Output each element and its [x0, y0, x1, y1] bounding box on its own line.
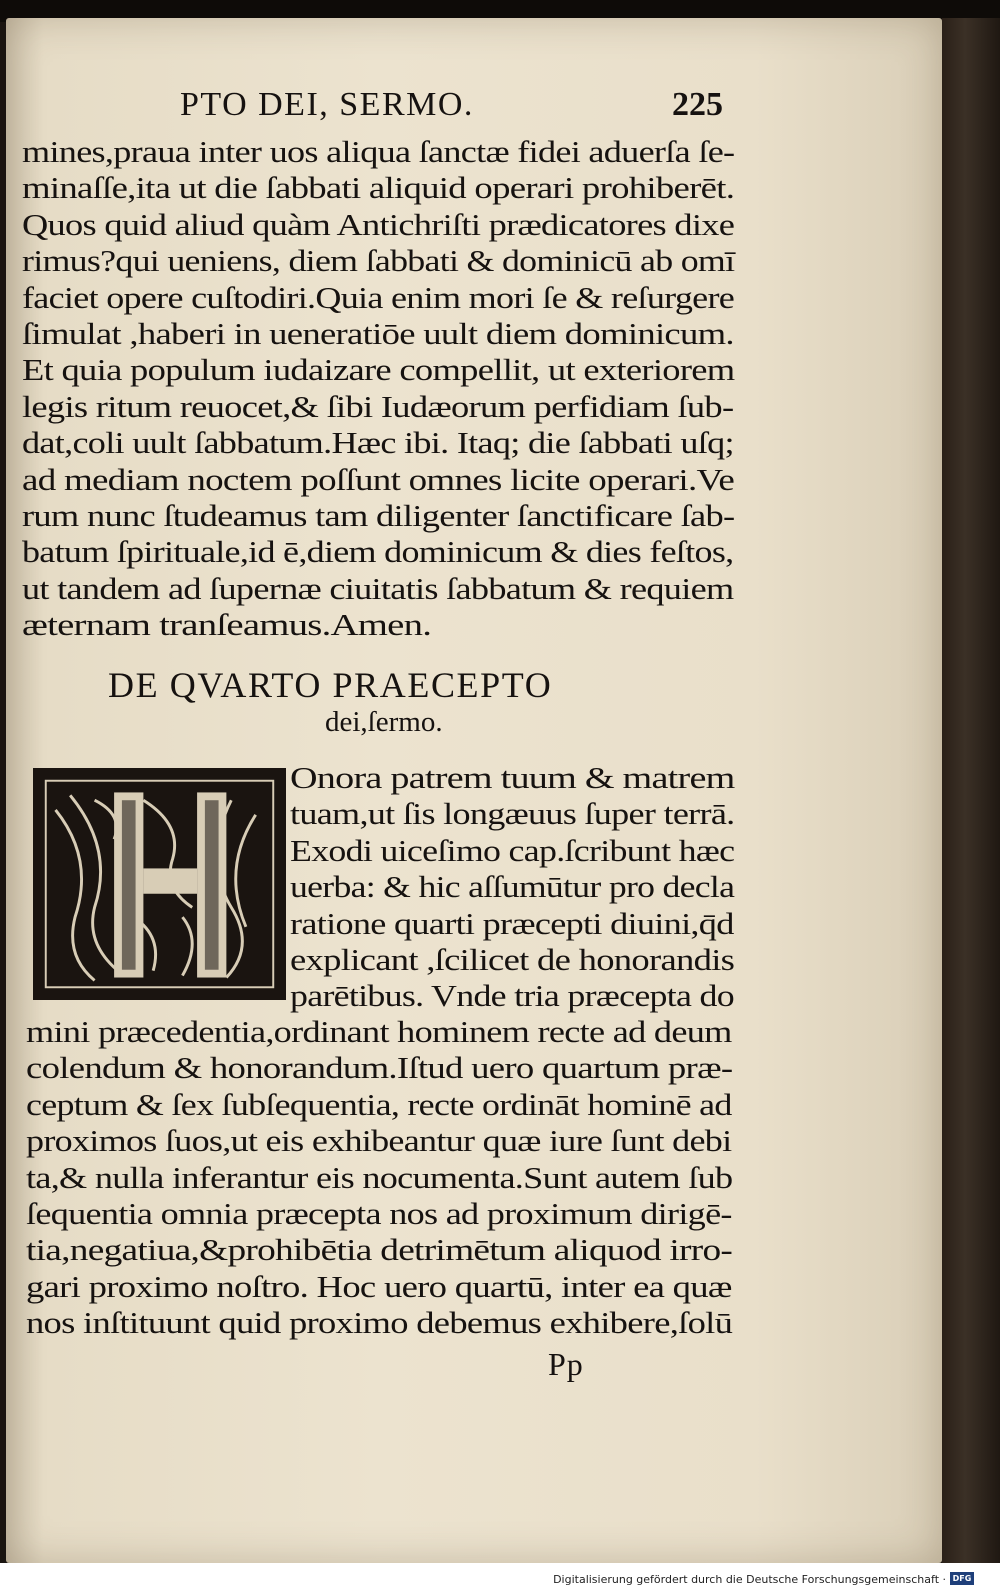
decorated-initial-h-icon [36, 771, 283, 997]
text-line: dat,coli uult ſabbatum.Hæc ibi. Itaq; die ſabbati uſq; [22, 425, 734, 461]
text-line: faciet opere cuſtodiri.Quia enim mori ſe & reſurgere [22, 279, 735, 315]
page-number: 225 [672, 86, 723, 123]
text-line: Exodi uiceſimo cap.ſcribunt hæc [290, 832, 735, 868]
text-line: tia,negatiua,&prohibētia detrimētum aliquod irro- [26, 1232, 733, 1268]
text-line: ceptum & ſex ſubſequentia, recte ordināt hominē ad [26, 1086, 732, 1122]
footer-credit: Digitalisierung gefördert durch die Deutsche Forschungsgemeinschaft · [553, 1573, 946, 1586]
text-line: legis ritum reuocet,& ſibi Iudæorum perfidiam ſub- [22, 388, 734, 424]
text-line: colendum & honorandum.Iſtud uero quartum præ- [26, 1050, 733, 1086]
text-line: ſequentia omnia præcepta nos ad proximum dirigē- [26, 1196, 732, 1231]
text-line: rum nunc ſtudeamus tam diligenter ſanctificare ſab- [22, 498, 735, 533]
text-line: ratione quarti præcepti diuini,q̄d [290, 905, 734, 941]
text-line: ſimulat ,haberi in ueneratiōe uult diem dominicum. [22, 316, 734, 351]
text-line: Et quia populum iudaizare compellit, ut exteriorem [22, 352, 735, 388]
section-title: DE QVARTO PRAECEPTO [108, 665, 553, 705]
text-line: nos inſtituunt quid proximo debemus exhibere,ſolū [26, 1305, 733, 1341]
text-line: tuam,ut ſis longæuus ſuper terrā. [290, 796, 735, 832]
text-line: mines,praua inter uos aliqua ſanctæ fidei aduerſa ſe- [22, 134, 735, 169]
signature-mark: Pp [548, 1346, 584, 1382]
footer-bar [0, 1563, 1000, 1593]
text-line: ta,& nulla inferantur eis nocumenta.Sunt autem ſub [26, 1159, 733, 1195]
text-line: mini præcedentia,ordinant hominem recte ad deum [26, 1014, 732, 1049]
text-line: uerba: & hic aſſumūtur pro decla [290, 869, 735, 905]
page-edge-shadow [942, 18, 1000, 1563]
text-line: rimus?qui ueniens, diem ſabbati & dominicū ab omī [22, 243, 735, 279]
decorated-initial-h [33, 768, 286, 1000]
text-line: proximos ſuos,ut eis exhibeantur quæ iure ſunt debi [26, 1123, 732, 1159]
text-line: ut tandem ad ſupernæ ciuitatis ſabbatum & requiem [22, 570, 734, 606]
text-line: parētibus. Vnde tria præcepta do [290, 978, 734, 1014]
text-line: minaſſe,ita ut die ſabbati aliquid operari prohiberēt. [22, 170, 735, 206]
text-line: gari proximo noſtro. Hoc uero quartū, inter ea quæ [26, 1268, 732, 1304]
dfg-logo-icon: DFG [950, 1572, 974, 1585]
section-subtitle: dei,ſermo. [325, 706, 443, 738]
text-line: explicant ,ſcilicet de honorandis [290, 942, 735, 977]
text-line: Quos quid aliud quàm Antichriſti prædicatores dixe [22, 206, 735, 242]
text-line: æternam tranſeamus.Amen. [22, 607, 432, 643]
text-line: batum ſpirituale,id ē,diem dominicum & dies feſtos, [22, 534, 734, 570]
running-title: PTO DEI, SERMO. [180, 86, 474, 123]
text-line: ad mediam noctem poſſunt omnes licite operari.Ve [22, 461, 735, 497]
text-line: Onora patrem tuum & matrem [290, 760, 735, 795]
